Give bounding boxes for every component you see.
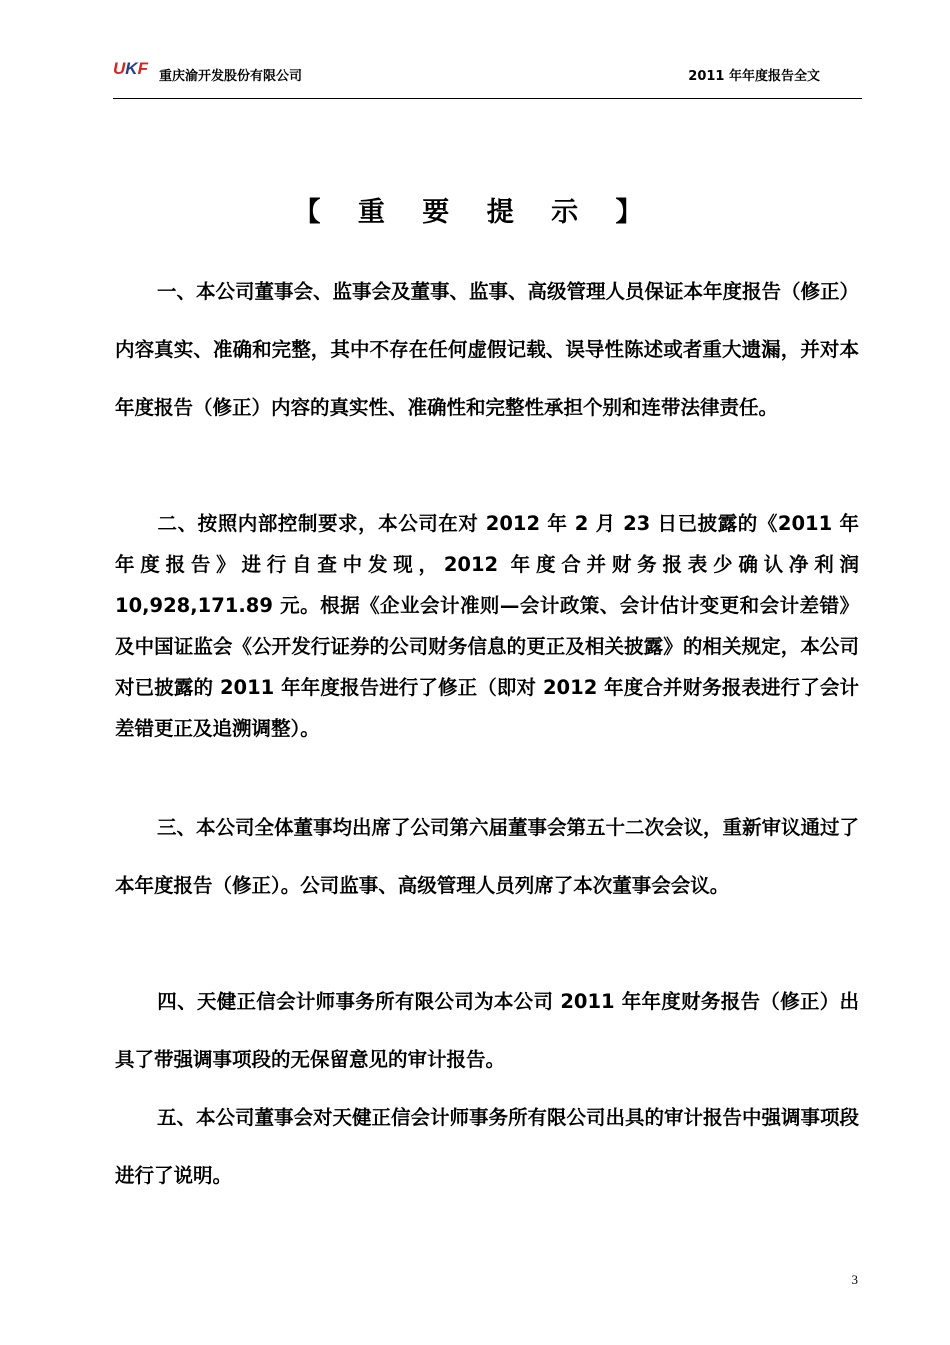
- report-title: 2011 年年度报告全文: [688, 69, 820, 84]
- paragraph-2: 二、按照内部控制要求，本公司在对 2012 年 2 月 23 日已披露的《2011 年年度报告》进行自查中发现，2012 年度合并财务报表少确认净利润 10,928,171.89 元。根据《企业会计准则—会计政策、会计估计变更和会计差错》及中国证监会《公开发行证券的公司财务信息的更正及相关披露》的相关规定，本公司对已披露的 2011 年年度报告进行了修正（即对 2012 年度合并财务报表进行了会计差错更正及追溯调整）。: [115, 512, 859, 740]
- page-header: [113, 52, 862, 98]
- paragraph-5: 五、本公司董事会对天健正信会计师事务所有限公司出具的审计报告中强调事项段进行了说明。: [115, 1106, 860, 1187]
- header-divider: [113, 98, 862, 99]
- document-title: 【 重 要 提 示 】: [293, 197, 657, 228]
- svg-text:UKF: UKF: [113, 59, 148, 78]
- paragraph-1: 一、本公司董事会、监事会及董事、监事、高级管理人员保证本年度报告（修正）内容真实、准确和完整，其中不存在任何虚假记载、误导性陈述或者重大遗漏，并对本年度报告（修正）内容的真实性、准确性和完整性承担个别和连带法律责任。: [115, 280, 860, 419]
- page-number: 3: [851, 1272, 858, 1287]
- company-name: 重庆渝开发股份有限公司: [159, 69, 303, 84]
- company-logo: [113, 58, 153, 78]
- paragraph-3: 三、本公司全体董事均出席了公司第六届董事会第五十二次会议，重新审议通过了本年度报告（修正）。公司监事、高级管理人员列席了本次董事会会议。: [115, 816, 860, 897]
- paragraph-4: 四、天健正信会计师事务所有限公司为本公司 2011 年年度财务报告（修正）出具了带强调事项段的无保留意见的审计报告。: [115, 990, 859, 1071]
